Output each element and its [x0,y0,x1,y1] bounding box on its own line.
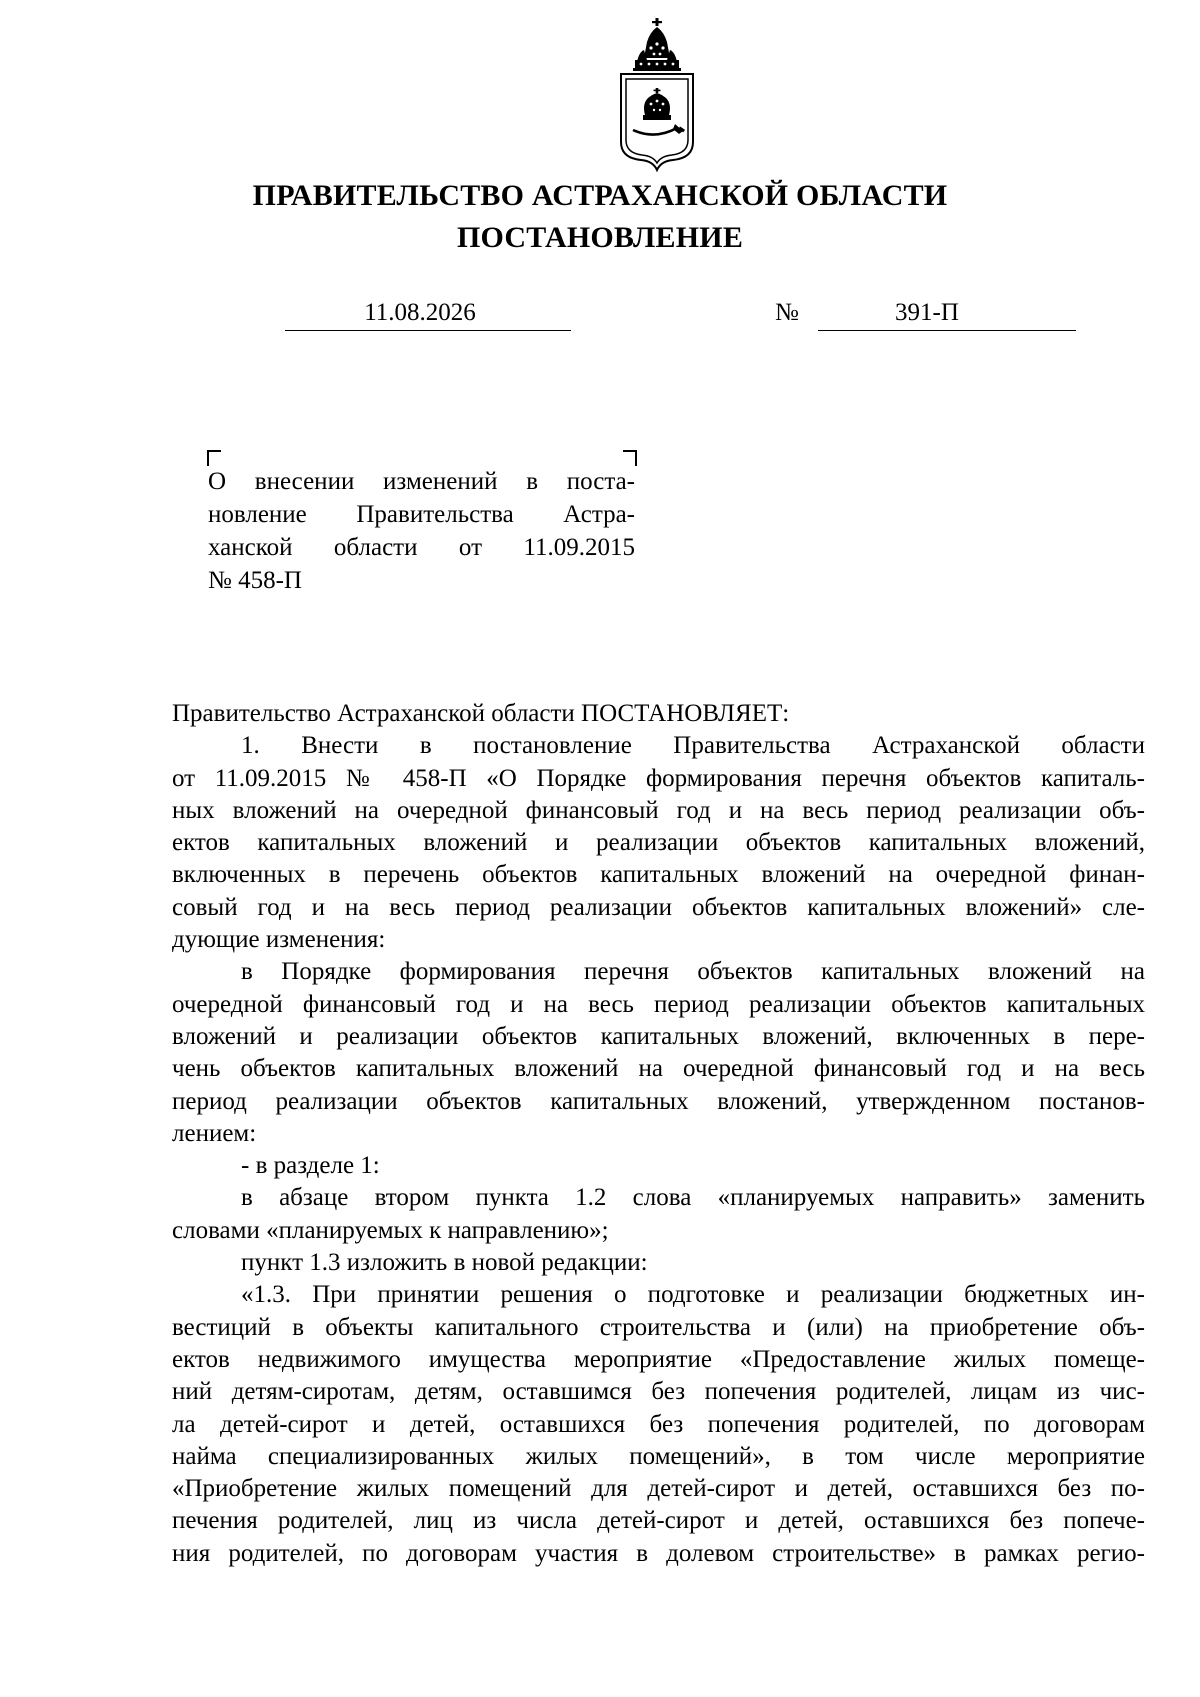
body-line: лением: [172,1119,257,1147]
body-line: вестиций в объекты капитального строительства и (или) на приобретение объ- [172,1313,1145,1341]
body-line: очередной финансовый год и на весь период реализации объектов капитальных [172,990,1145,1018]
document-date-field [285,296,571,331]
body-line: ектов недвижимого имущества мероприятие «Предоставление жилых помеще- [172,1345,1145,1373]
subject-line: № 458-П [208,567,302,594]
body-line: найма специализированных жилых помещений», в том числе мероприятие [172,1442,1145,1470]
document-number: 391-П [895,299,959,326]
body-line: ла детей-сирот и детей, оставшихся без попечения родителей, по договорам [172,1410,1145,1438]
document-subject [208,465,635,597]
astrakhan-coat-of-arms-icon [617,18,697,172]
body-line: ектов капитальных вложений и реализации объектов капитальных вложений, [172,829,1145,857]
body-line: чень объектов капитальных вложений на очередной финансовый год и на весь [172,1055,1145,1083]
document-type-title: ПОСТАНОВЛЕНИЕ [456,221,744,254]
body-line: ния родителей, по договорам участия в долевом строительстве» в рамках регио- [172,1539,1145,1567]
body-line: Правительство Астраханской области ПОСТАНОВЛЯЕТ: [172,700,790,727]
body-line: включенных в перечень объектов капитальных вложений на очередной финан- [172,861,1145,889]
body-line: дующие изменения: [172,926,386,954]
document-body [172,698,1145,1570]
body-line: период реализации объектов капитальных вложений, утвержденном постанов- [172,1087,1145,1115]
organization-title: ПРАВИТЕЛЬСТВО АСТРАХАНСКОЙ ОБЛАСТИ [252,179,948,212]
body-line: от 11.09.2015 № 458-П «О Порядке формирования перечня объектов капиталь- [172,764,1145,792]
body-line: 1. Внести в постановление Правительства Астраханской области [241,732,1145,760]
body-line: совый год и на весь период реализации объектов капитальных вложений» сле- [172,893,1145,921]
document-date: 11.08.2026 [364,299,476,326]
body-line: вложений и реализации объектов капитальных вложений, включенных в пере- [172,1022,1145,1050]
body-line: ний детям-сиротам, детям, оставшимся без попечения родителей, лицам из чис- [172,1378,1145,1406]
body-line: в Порядке формирования перечня объектов капитальных вложений на [241,958,1145,986]
body-line: в абзаце втором пункта 1.2 слова «планируемых направить» заменить [241,1184,1145,1212]
subject-line: О внесении изменений в поста- [208,468,635,495]
body-line: словами «планируемых к направлению»; [172,1216,609,1244]
subject-line: ханской области от 11.09.2015 [208,534,635,561]
subject-line: новление Правительства Астра- [208,501,635,528]
subject-bracket-right [623,450,637,466]
subject-bracket-left [207,450,221,466]
body-line: «Приобретение жилых помещений для детей-сирот и детей, оставшихся без по- [172,1475,1145,1503]
body-line: «1.3. При принятии решения о подготовке и реализации бюджетных ин- [241,1281,1145,1309]
body-line: пункт 1.3 изложить в новой редакции: [241,1249,648,1277]
document-number-field [818,296,1076,331]
number-sign: № [775,299,799,326]
body-line: печения родителей, лиц из числа детей-сирот и детей, оставшихся без попече- [172,1507,1145,1535]
body-line: - в разделе 1: [241,1152,380,1180]
body-line: ных вложений на очередной финансовый год и на весь период реализации объ- [172,796,1145,824]
